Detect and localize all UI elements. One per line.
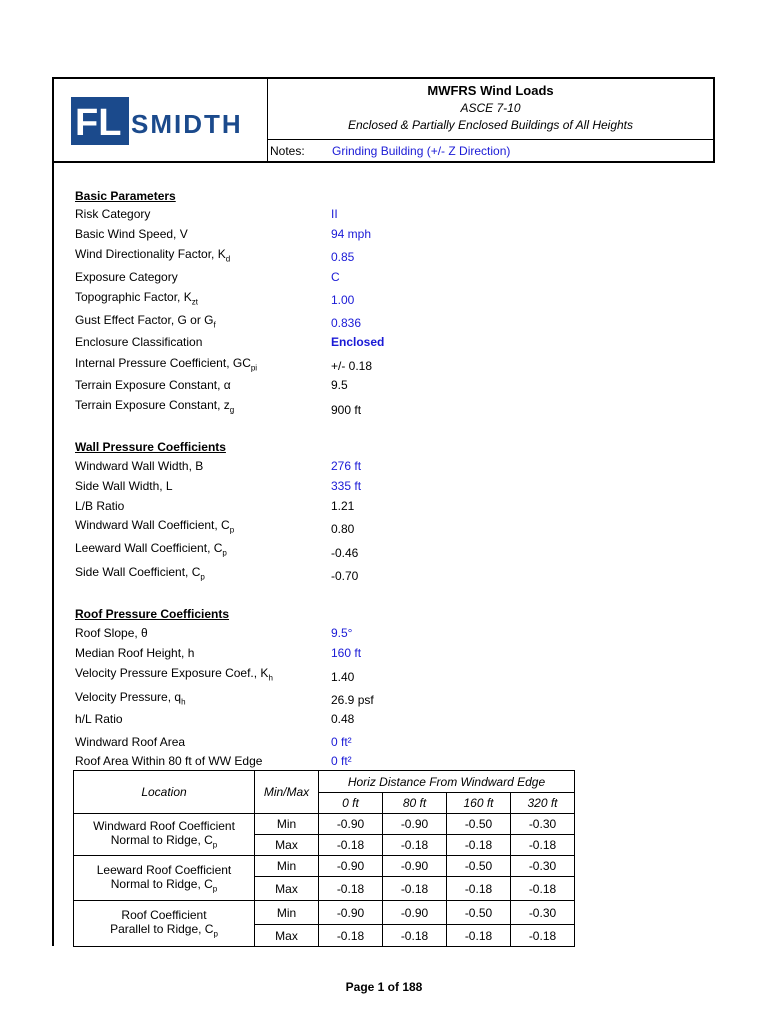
min-label: Min (255, 856, 319, 877)
header-horiz-distance: Horiz Distance From Windward Edge (319, 771, 575, 793)
max-label: Max (255, 925, 319, 947)
label: Enclosure Classification (75, 335, 203, 349)
section-wall-coefficients: Wall Pressure Coefficients (75, 440, 226, 454)
cell: -0.50 (447, 901, 511, 925)
value: Enclosed (331, 335, 385, 349)
value: 26.9 psf (331, 693, 374, 707)
row-hl-ratio (75, 712, 495, 730)
notes-label: Notes: (270, 144, 305, 158)
svg-text:FL: FL (75, 102, 122, 144)
page-number: Page 1 of 188 (345, 980, 423, 994)
value: II (331, 207, 338, 221)
document-subtitle: Enclosed & Partially Enclosed Buildings of All Heights (347, 118, 634, 132)
cell: -0.18 (383, 877, 447, 901)
label: Windward Wall Width, B (75, 459, 204, 473)
row-windward-wall-coefficient (75, 518, 495, 536)
value: 0.85 (331, 250, 355, 264)
label: Topographic Factor, $K_{zt}$ (75, 290, 198, 307)
logo-cell (54, 79, 268, 161)
row-velocity-exposure-coef (75, 666, 495, 684)
label: Roof Area Within 80 ft of WW Edge (75, 754, 263, 768)
row-enclosure-classification (75, 335, 495, 353)
cell: -0.18 (383, 925, 447, 947)
cell: -0.18 (511, 835, 575, 856)
table-row (74, 856, 575, 877)
value: 276 ft (331, 459, 362, 473)
label: Side Wall Coefficient, $C_p$ (75, 565, 205, 582)
label: L/B Ratio (75, 499, 125, 513)
cell: -0.18 (447, 835, 511, 856)
row-location: Roof Coefficient Parallel to Ridge, $C_p$ (74, 901, 255, 947)
cell: -0.18 (383, 835, 447, 856)
value: 1.40 (331, 670, 355, 684)
row-median-roof-height (75, 646, 495, 664)
row-internal-pressure (75, 356, 495, 374)
label: Wind Directionality Factor, $K_d$ (75, 247, 231, 264)
row-terrain-zg (75, 398, 495, 416)
row-directionality-factor (75, 247, 495, 265)
value: 160 ft (331, 646, 362, 660)
row-leeward-wall-coefficient (75, 541, 495, 559)
cell: -0.90 (383, 901, 447, 925)
row-side-wall-width (75, 479, 495, 497)
cell: -0.30 (511, 901, 575, 925)
header-dist: 0 ft (319, 793, 383, 814)
title-cell (268, 79, 713, 139)
cell: -0.50 (447, 856, 511, 877)
value: 900 ft (331, 403, 362, 417)
row-side-wall-coefficient (75, 565, 495, 583)
label: Median Roof Height, h (75, 646, 195, 660)
value: 94 mph (331, 227, 372, 241)
max-label: Max (255, 877, 319, 901)
notes-row (268, 139, 713, 162)
cell: -0.30 (511, 814, 575, 835)
section-roof-coefficients: Roof Pressure Coefficients (75, 607, 230, 621)
row-windward-wall-width (75, 459, 495, 477)
row-risk-category (75, 207, 495, 225)
label: Terrain Exposure Constant, $z_g$ (75, 398, 235, 415)
value: 1.00 (331, 293, 355, 307)
cell: -0.90 (319, 901, 383, 925)
cell: -0.18 (319, 877, 383, 901)
label: Velocity Pressure Exposure Coef., $K_h$ (75, 666, 273, 683)
cell: -0.90 (383, 856, 447, 877)
value: 335 ft (331, 479, 362, 493)
header-minmax: Min/Max (255, 771, 319, 814)
value: 0.836 (331, 316, 362, 330)
label: Internal Pressure Coefficient, $GC_{pi}$ (75, 356, 258, 373)
value: 9.5° (331, 626, 353, 640)
label: Basic Wind Speed, V (75, 227, 188, 241)
document-title: MWFRS Wind Loads (427, 83, 554, 98)
cell: -0.30 (511, 856, 575, 877)
row-velocity-pressure (75, 690, 495, 708)
notes-value: Grinding Building (+/- Z Direction) (332, 144, 511, 158)
cell: -0.18 (511, 925, 575, 947)
row-location: Leeward Roof Coefficient Normal to Ridge, $C_p$ (74, 856, 255, 901)
value: 1.21 (331, 499, 355, 513)
cell: -0.90 (319, 814, 383, 835)
value: 0.80 (331, 522, 355, 536)
row-topographic-factor (75, 290, 495, 308)
label: Velocity Pressure, $q_h$ (75, 690, 186, 707)
label: Terrain Exposure Constant, α (75, 378, 231, 392)
flsmidth-logo (71, 97, 246, 145)
row-lb-ratio (75, 499, 495, 517)
cell: -0.90 (383, 814, 447, 835)
value: C (331, 270, 340, 284)
label: Windward Roof Area (75, 735, 186, 749)
cell: -0.18 (511, 877, 575, 901)
max-label: Max (255, 835, 319, 856)
cell: -0.18 (447, 925, 511, 947)
header-dist: 160 ft (447, 793, 511, 814)
cell: -0.18 (319, 925, 383, 947)
value: 0.48 (331, 712, 355, 726)
row-exposure-category (75, 270, 495, 288)
section-basic-parameters: Basic Parameters (75, 189, 176, 203)
label: Gust Effect Factor, G or $G_f$ (75, 313, 216, 330)
row-terrain-alpha (75, 378, 495, 396)
table-row (74, 814, 575, 835)
cell: -0.50 (447, 814, 511, 835)
row-roof-slope (75, 626, 495, 644)
cell: -0.18 (447, 877, 511, 901)
label: Exposure Category (75, 270, 178, 284)
cell: -0.18 (319, 835, 383, 856)
header-dist: 80 ft (383, 793, 447, 814)
label: Risk Category (75, 207, 151, 221)
svg-text:SMIDTH: SMIDTH (131, 109, 243, 139)
row-wind-speed (75, 227, 495, 245)
header-location: Location (74, 771, 255, 814)
label: Side Wall Width, L (75, 479, 173, 493)
cell: -0.90 (319, 856, 383, 877)
table-row (74, 901, 575, 925)
row-location: Windward Roof Coefficient Normal to Ridge, $C_p$ (74, 814, 255, 856)
label: Windward Wall Coefficient, $C_p$ (75, 518, 235, 535)
value: 0 ft² (331, 735, 352, 749)
value: -0.46 (331, 546, 359, 560)
label: Leeward Wall Coefficient, $C_p$ (75, 541, 227, 558)
label: Roof Slope, θ (75, 626, 148, 640)
value: 9.5 (331, 378, 348, 392)
code-reference: ASCE 7-10 (460, 101, 521, 115)
value: -0.70 (331, 569, 359, 583)
row-windward-roof-area (75, 735, 495, 753)
value: +/- 0.18 (331, 359, 373, 373)
label: h/L Ratio (75, 712, 123, 726)
header-dist: 320 ft (511, 793, 575, 814)
roof-coefficient-table (73, 770, 575, 947)
left-border-rule (52, 163, 54, 946)
value: 0 ft² (331, 754, 352, 768)
min-label: Min (255, 814, 319, 835)
header-block (52, 77, 715, 163)
min-label: Min (255, 901, 319, 925)
row-gust-factor (75, 313, 495, 331)
